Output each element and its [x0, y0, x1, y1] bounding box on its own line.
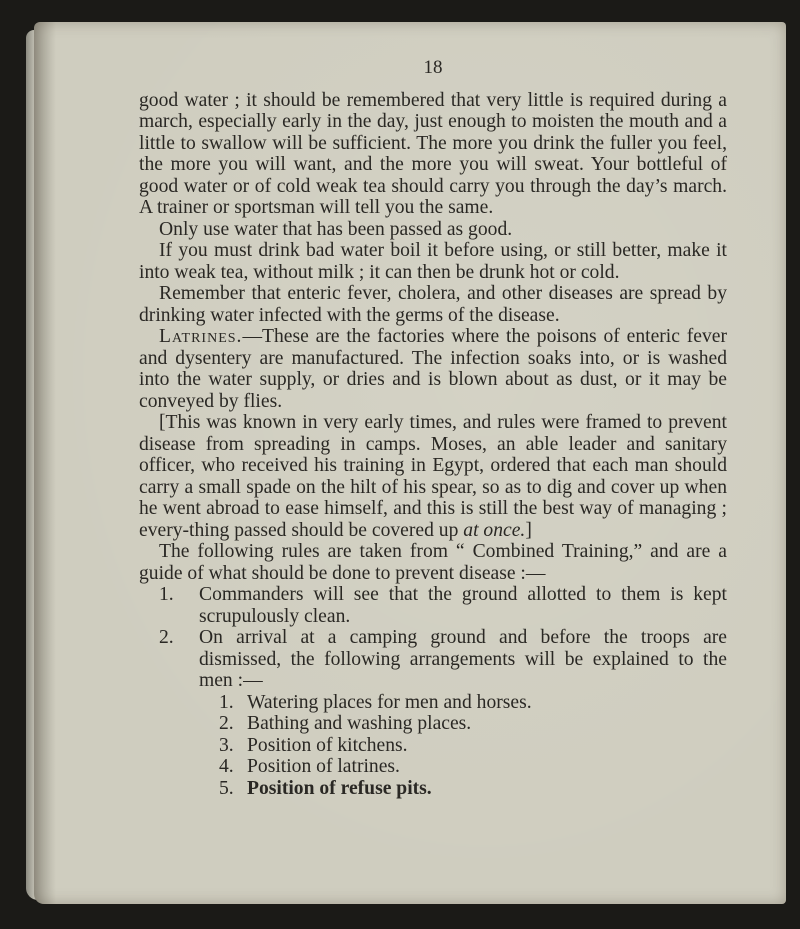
latrines-heading: Latrines. — [159, 326, 243, 347]
paragraph-latrines — [139, 326, 727, 412]
arrangement-item — [199, 735, 727, 757]
moses-emphasis: at once. — [463, 519, 526, 541]
latrines-text: —These are the factories where the poisons of enteric fever and dysentery are manufactured. The infection soaks into, or is washed into the water supply, or dries and is blown about as dust, or it may be conveyed by flies. — [139, 326, 727, 412]
arrangement-text: Position of latrines. — [247, 756, 400, 777]
arrangements-list — [199, 692, 727, 800]
paragraph-boil-bad-water: If you must drink bad water boil it before using, or still better, make it into weak tea, without milk ; it can then be drunk hot or cold. — [139, 240, 727, 283]
arrangement-number: 5. — [219, 777, 234, 799]
arrangement-item — [199, 756, 727, 778]
arrangement-number: 4. — [219, 756, 234, 777]
rule-text: On arrival at a camping ground and before the troops are dismissed, the following arrangements will be explained to the men :— — [199, 627, 727, 691]
arrangement-number: 2. — [219, 713, 234, 734]
moses-close-bracket: ] — [525, 519, 532, 541]
paragraph-rules-intro: The following rules are taken from “ Combined Training,” and are a guide of what should be done to prevent disease :— — [139, 541, 727, 584]
arrangement-item — [199, 692, 727, 714]
paragraph-disease-spread: Remember that enteric fever, cholera, and other diseases are spread by drinking water infected with the germs of the disease. — [139, 283, 727, 326]
moses-text: [This was known in very early times, and rules were framed to prevent disease from spreading in camps. Moses, an able leader and sanitary officer, who received his training in Egypt, ordered that each man should carry a small spade on the hilt of his spear, so as to dig and cover up when he went abroad to ease himself, and this is still the best way of managing ; every-thing passed should be covered up — [139, 412, 727, 541]
page-number: 18 — [423, 57, 443, 78]
arrangement-item — [199, 713, 727, 735]
page-text — [139, 57, 727, 799]
arrangement-text: Position of refuse pits. — [247, 777, 432, 799]
paragraph-moses — [139, 412, 727, 541]
arrangement-item — [199, 778, 727, 800]
rule-number: 1. — [159, 584, 174, 605]
arrangement-number: 1. — [219, 691, 234, 713]
arrangement-text: Bathing and washing places. — [247, 713, 472, 734]
rule-item — [139, 584, 727, 627]
arrangement-text: Watering places for men and horses. — [247, 691, 532, 713]
rule-number: 2. — [159, 627, 174, 648]
paragraph-water-intake: good water ; it should be remembered that very little is required during a march, especially early in the day, just enough to moisten the mouth and a little to swallow will be sufficient. The more you drink the fuller you feel, the more you will want, and the more you will sweat. Your bottleful of good water or of cold weak tea should carry you through the day’s march. A trainer or sportsman will tell you the same. — [139, 89, 727, 218]
arrangement-text: Position of kitchens. — [247, 734, 408, 756]
rule-text: Commanders will see that the ground allotted to them is kept scrupulously clean. — [199, 584, 727, 627]
arrangement-number: 3. — [219, 734, 234, 756]
rule-item — [139, 627, 727, 692]
paragraph-use-good-water: Only use water that has been passed as good. — [159, 218, 513, 240]
